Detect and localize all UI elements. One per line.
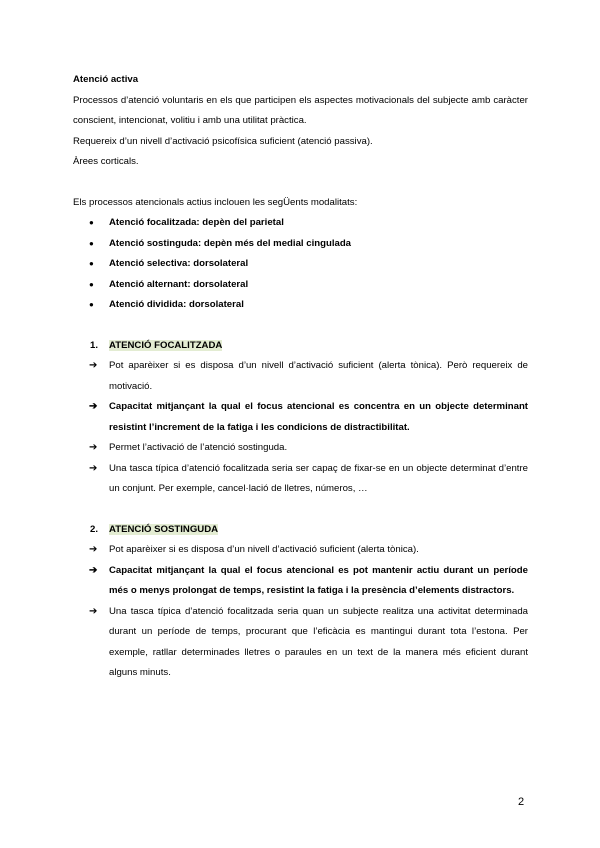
list-item: ➔ Pot aparèixer si es disposa d’un nivell d’activació suficient (alerta tònica).	[73, 540, 528, 561]
intro-paragraph-1: Processos d’atenció voluntaris en els que participen els aspectes motivacionals del subjecte amb caràcter conscient, intencionat, volitiu i amb una utilitat pràctica.	[73, 94, 528, 126]
intro-paragraph-3: Àrees corticals.	[73, 156, 139, 167]
intro-paragraph-2: Requereix d’un nivell d’activació psicofísica suficient (atenció passiva).	[73, 135, 373, 147]
list-item: ● Atenció alternant: dorsolateral	[73, 275, 528, 296]
list-item: ➔ Pot aparèixer si es disposa d’un nivell d’activació suficient (alerta tònica). Però requereix de motivació.	[73, 356, 528, 397]
sostinguda-list	[73, 540, 528, 684]
arrow-right-icon: ➔	[89, 462, 98, 474]
arrow-right-icon: ➔	[89, 544, 98, 555]
section-title-sostinguda	[73, 520, 528, 541]
list-item: ● Atenció sostinguda: depèn més del medial cingulada	[73, 234, 528, 255]
list-item: ➔ Una tasca típica d’atenció focalitzada seria ser capaç de fixar-se en un objecte determinat d’entre un conjunt. Per exemple, cancel·lació de lletres, números, …	[73, 459, 528, 500]
section-title-focalitzada	[73, 336, 528, 357]
list-item: ● Atenció focalitzada: depèn del parietal	[73, 213, 528, 234]
list-item: ➔ Una tasca típica d’atenció focalitzada seria quan un subjecte realitza una activitat determinada durant un període de temps, procurant que l’eficàcia es mantingui durant tota l’estona. Per exemple, ratllar determinades lletres o paraules en un text de la manera més eficient durant alguns minuts.	[73, 602, 528, 684]
section-title-text: ATENCIÓ FOCALITZADA	[109, 339, 223, 351]
list-item: ● Atenció dividida: dorsolateral	[73, 295, 528, 316]
section-number: 2.	[90, 523, 99, 535]
list-item: ➔ Permet l’activació de l’atenció sostinguda.	[73, 438, 528, 459]
section-number: 1.	[90, 339, 99, 351]
modalities-list	[73, 213, 528, 316]
page-content	[73, 70, 528, 684]
list-item: ➔ Capacitat mitjançant la qual el focus atencional es pot mantenir actiu durant un període més o menys prolongat de temps, resistint la fatiga i la presència d’elements distractors.	[73, 561, 528, 602]
modalities-intro: Els processos atencionals actius inclouen les segÜents modalitats:	[73, 196, 358, 208]
arrow-right-icon: ➔	[89, 605, 98, 617]
section-heading: Atenció activa	[73, 74, 139, 85]
arrow-right-icon: ➔	[89, 401, 98, 412]
arrow-right-icon: ➔	[89, 360, 98, 371]
page-number: 2	[518, 796, 525, 808]
arrow-right-icon: ➔	[89, 442, 98, 453]
list-item: ➔ Capacitat mitjançant la qual el focus atencional es concentra en un objecte determinant resistint l’increment de la fatiga i les condicions de distractibilitat.	[73, 397, 528, 438]
list-item: ● Atenció selectiva: dorsolateral	[73, 254, 528, 275]
focalitzada-list	[73, 356, 528, 500]
arrow-right-icon: ➔	[89, 564, 98, 576]
section-title-text: ATENCIÓ SOSTINGUDA	[109, 523, 219, 535]
